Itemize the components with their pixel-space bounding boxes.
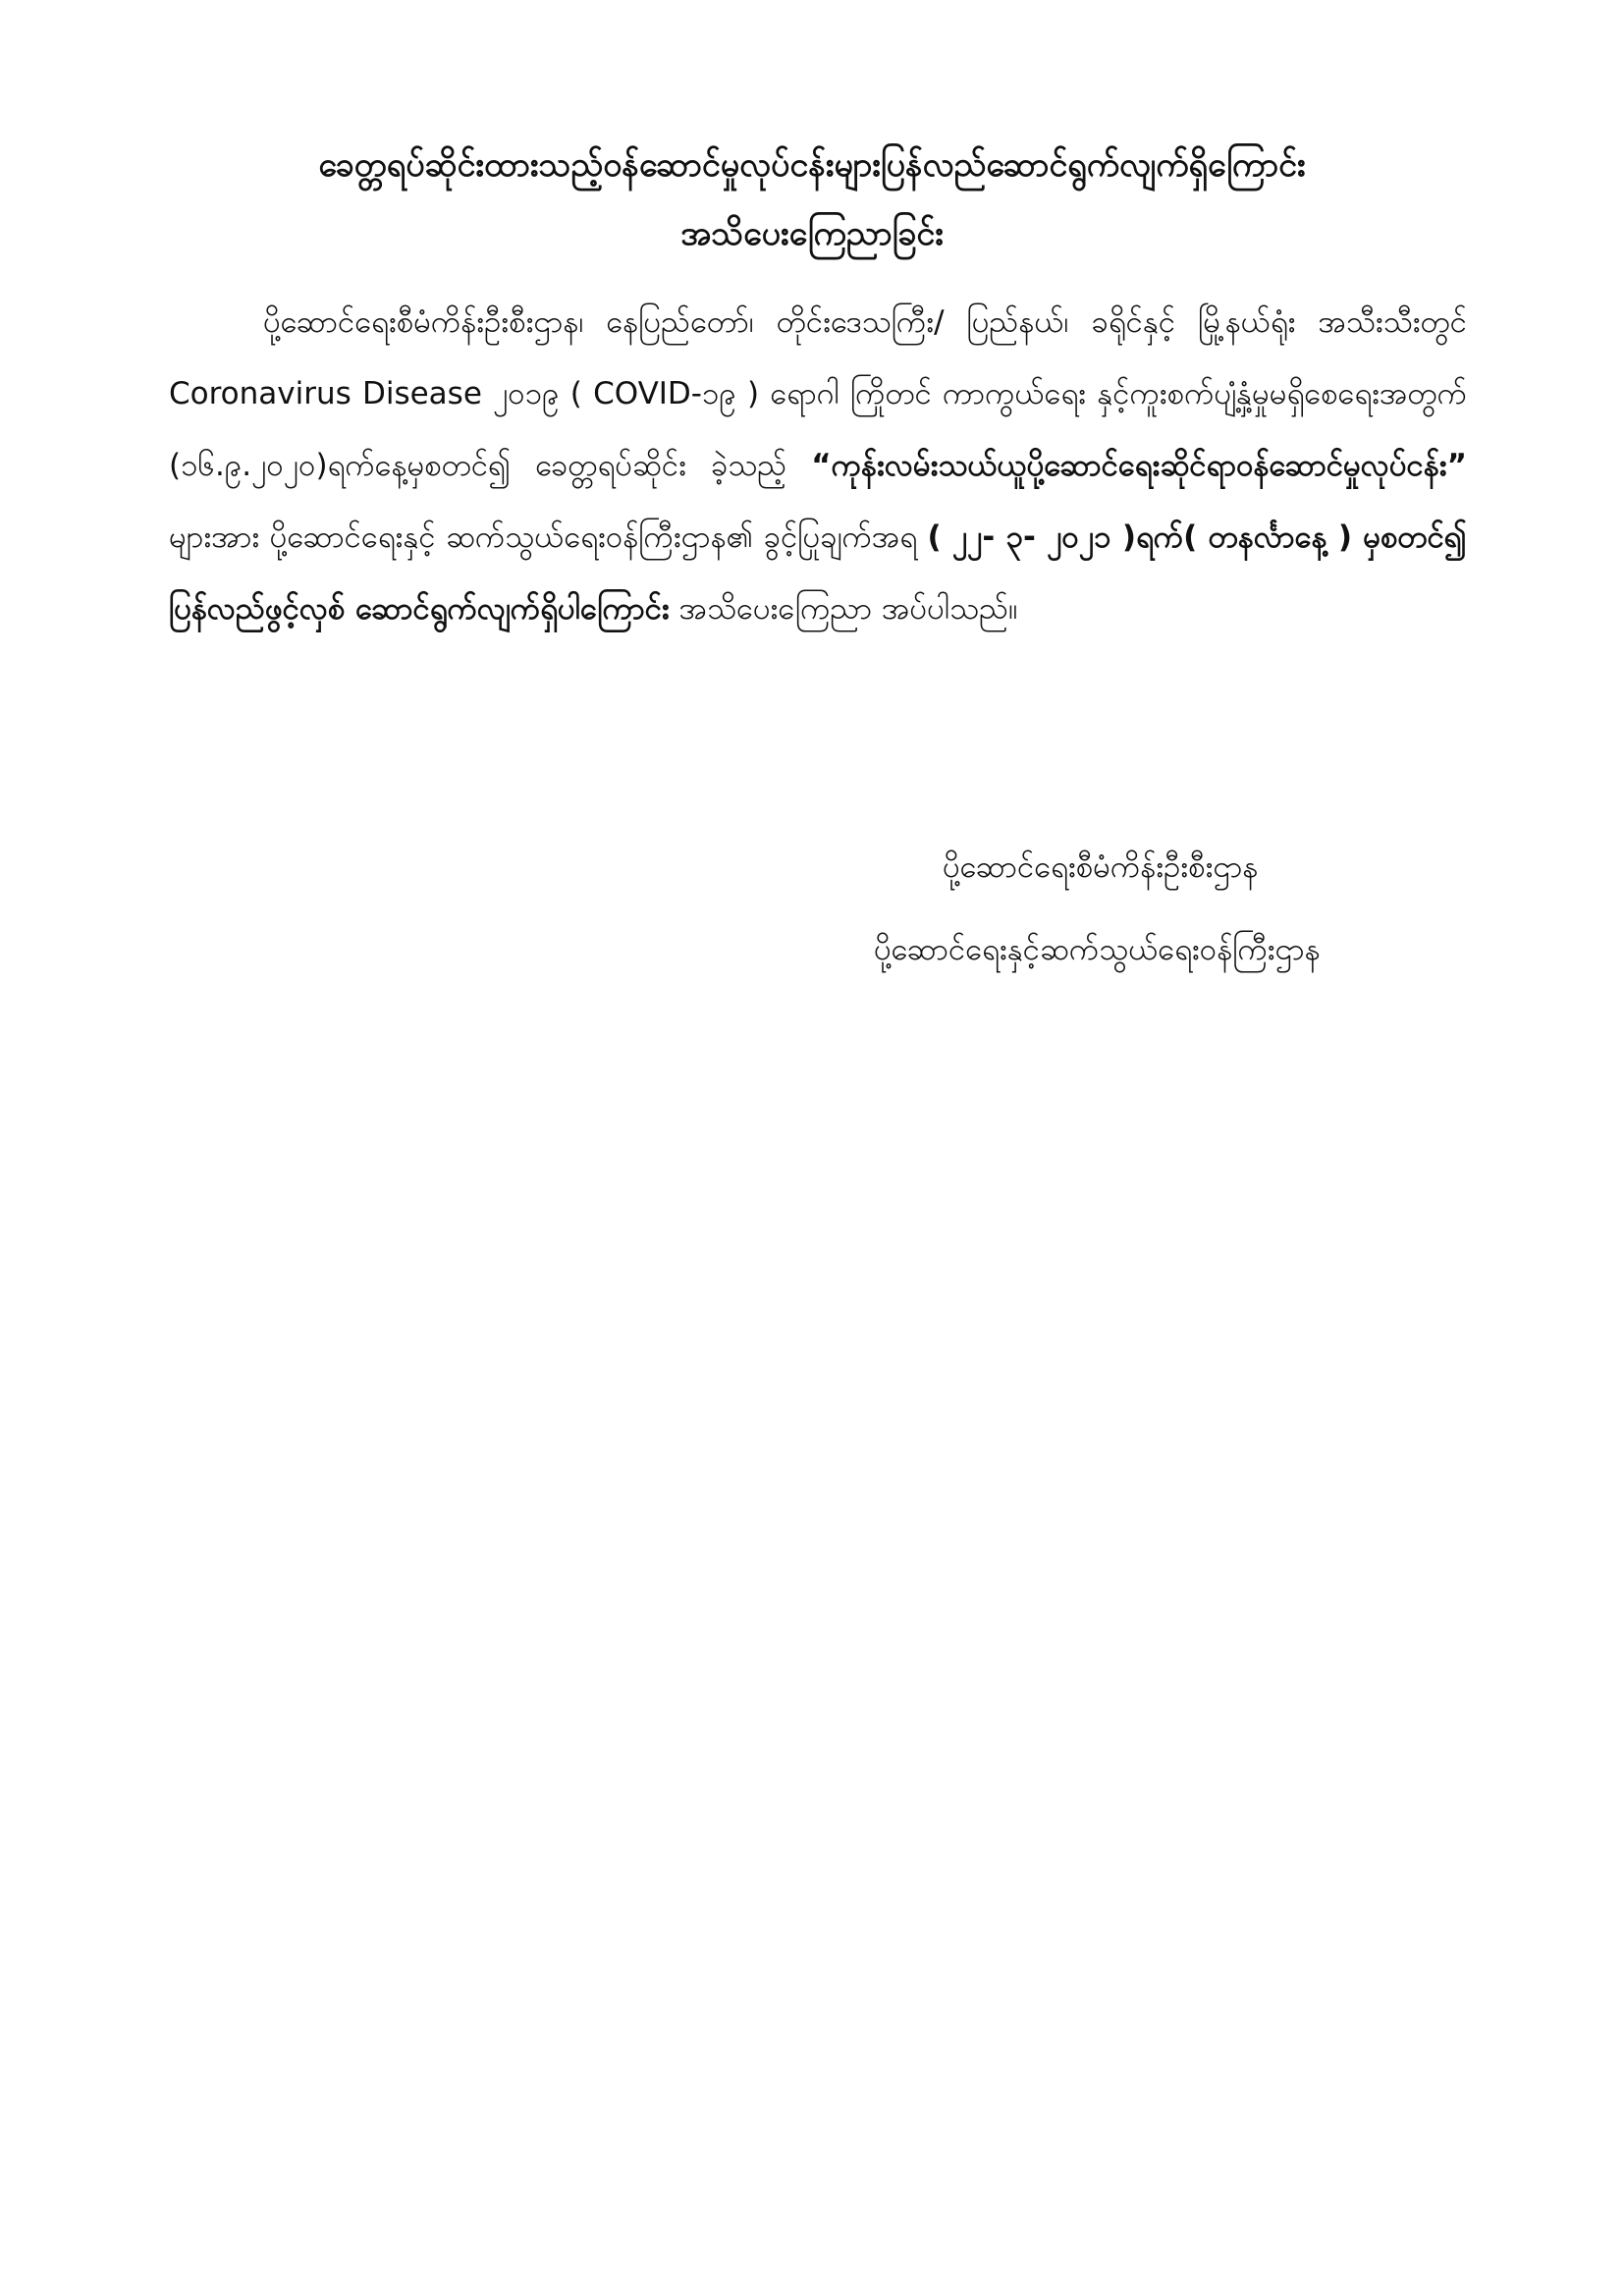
notice-title-line2: အသိပေးကြေညာခြင်း bbox=[680, 214, 944, 253]
body-text-part2: များအား ပို့ဆောင်ရေးနှင့် ဆက်သွယ်ရေးဝန်ကြီးဌာန၏ ခွင့်ပြုချက်အရ bbox=[169, 519, 928, 555]
notice-title-line1: ခေတ္တရပ်ဆိုင်းထားသည့်ဝန်ဆောင်မှုလုပ်ငန်းများပြန်လည်ဆောင်ရွက်လျက်ရှိကြောင်း bbox=[318, 145, 1306, 185]
body-bold-resume-date: ( ၂၂- ၃- ၂၀၂၁ )ရက်( တနင်္လာနေ့ ) မှစတင်၍ ပြန်လည်ဖွင့်လှစ် ဆောင်ရွက်လျက်ရှိပါကြောင်း bbox=[169, 519, 1467, 627]
notice-body bbox=[169, 287, 1467, 645]
body-text-part3: အသိပေးကြေညာ အပ်ပါသည်။ bbox=[669, 591, 1018, 627]
body-bold-service-name: “ကုန်းလမ်းသယ်ယူပို့ဆောင်ရေးဆိုင်ရာဝန်ဆောင်မှုလုပ်ငန်း” bbox=[811, 448, 1467, 483]
signature-ministry: ပို့ဆောင်ရေးနှင့်ဆက်သွယ်ရေးဝန်ကြီးဌာန bbox=[874, 932, 1321, 967]
body-text-part1: ပို့ဆောင်ရေးစီမံကိန်းဦးစီးဌာန၊ နေပြည်တော်၊ တိုင်းဒေသကြီး/ ပြည်နယ်၊ ခရိုင်နှင့် မြို့နယ်ရုံး အသီးသီးတွင် Coronavirus Disease ၂၀၁၉ ( COVID-၁၉ ) ရောဂါ ကြိုတင် ကာကွယ်ရေး နှင့်ကူးစက်ပျံ့နှံ့မှုမရှိစေရေးအတွက် (၁၆.၉.၂၀၂၀)ရက်နေ့မှစတင်၍ ခေတ္တရပ်ဆိုင်း ခဲ့သည့် bbox=[169, 304, 1467, 483]
notice-paragraph bbox=[169, 287, 1467, 645]
signature-department: ပို့ဆောင်ရေးစီမံကိန်းဦးစီးဌာန bbox=[943, 849, 1259, 885]
